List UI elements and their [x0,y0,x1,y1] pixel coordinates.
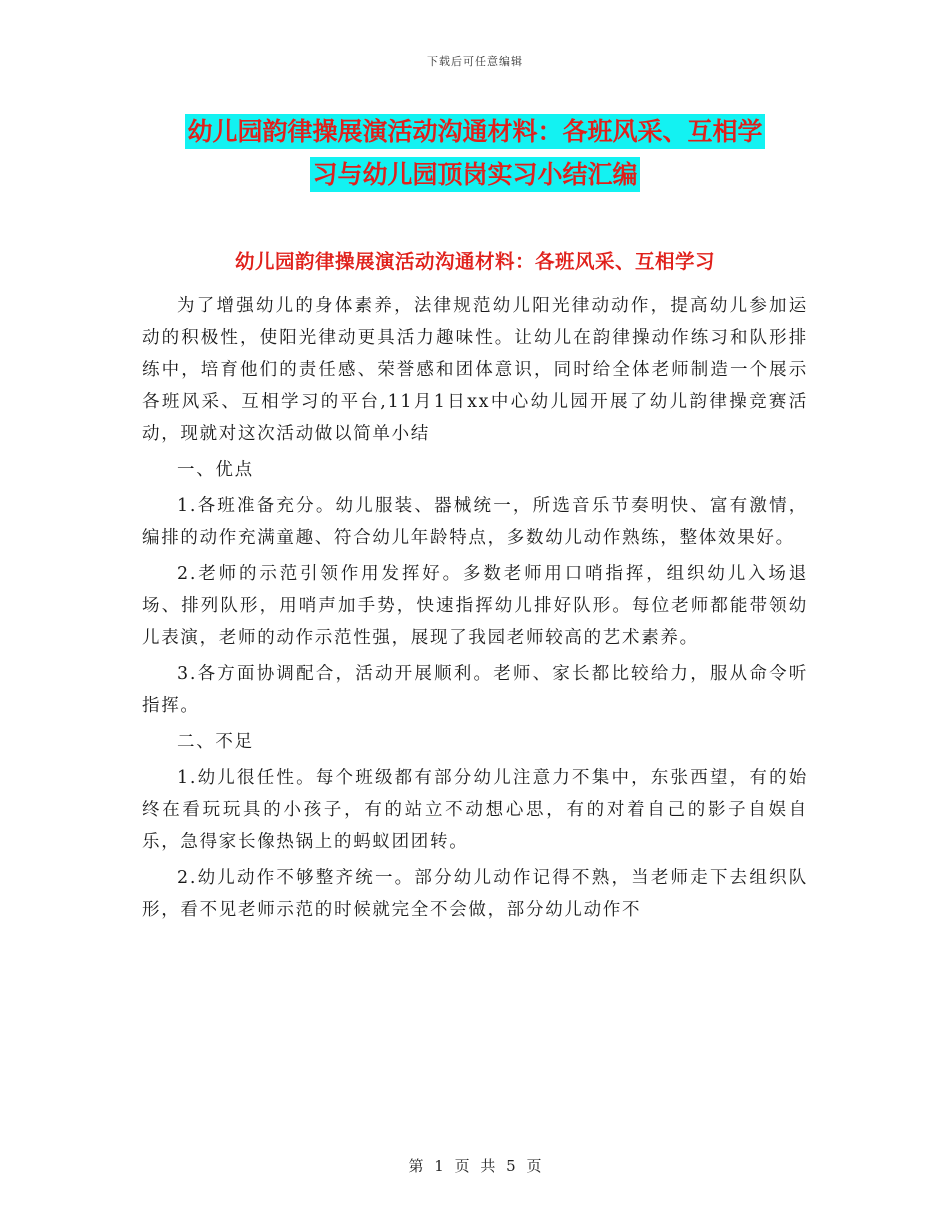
section-heading-shortcomings: 二、不足 [177,732,254,752]
body-text [142,290,808,926]
paragraph: 为了增强幼儿的身体素养，法律规范幼儿阳光律动动作，提高幼儿参加运动的积极性，使阳光律动更具活力趣味性。让幼儿在韵律操动作练习和队形排练中，培育他们的责任感、荣誉感和团体意识，同时给全体老师制造一个展示各班风采、互相学习的平台,11月1日xx中心幼儿园开展了幼儿韵律操竞赛活动，现就对这次活动做以简单小结 [142,296,808,444]
paragraph: 3.各方面协调配合，活动开展顺利。老师、家长都比较给力，服从命令听指挥。 [142,664,808,716]
paragraph: 2.幼儿动作不够整齐统一。部分幼儿动作记得不熟，当老师走下去组织队形，看不见老师示范的时候就完全不会做，部分幼儿动作不 [142,868,808,920]
section-heading-advantages: 一、优点 [177,460,254,480]
title-line-2: 习与幼儿园顶岗实习小结汇编 [310,157,639,192]
title-line-1: 幼儿园韵律操展演活动沟通材料：各班风采、互相学 [185,114,764,149]
paragraph: 1.各班准备充分。幼儿服装、器械统一，所选音乐节奏明快、富有激情，编排的动作充满童趣、符合幼儿年龄特点，多数幼儿动作熟练，整体效果好。 [142,496,808,548]
header-note: 下载后可任意编辑 [427,55,523,68]
page-number: 第 1 页 共 5 页 [408,1157,542,1175]
section-title: 幼儿园韵律操展演活动沟通材料：各班风采、互相学习 [234,250,715,273]
document-title [0,110,950,196]
paragraph: 2.老师的示范引领作用发挥好。多数老师用口哨指挥，组织幼儿入场退场、排列队形，用哨声加手势，快速指挥幼儿排好队形。每位老师都能带领幼儿表演，老师的动作示范性强，展现了我园老师较高的艺术素养。 [142,564,808,648]
paragraph: 1.幼儿很任性。每个班级都有部分幼儿注意力不集中，东张西望，有的始终在看玩玩具的小孩子，有的站立不动想心思，有的对着自己的影子自娱自乐，急得家长像热锅上的蚂蚁团团转。 [142,768,808,852]
